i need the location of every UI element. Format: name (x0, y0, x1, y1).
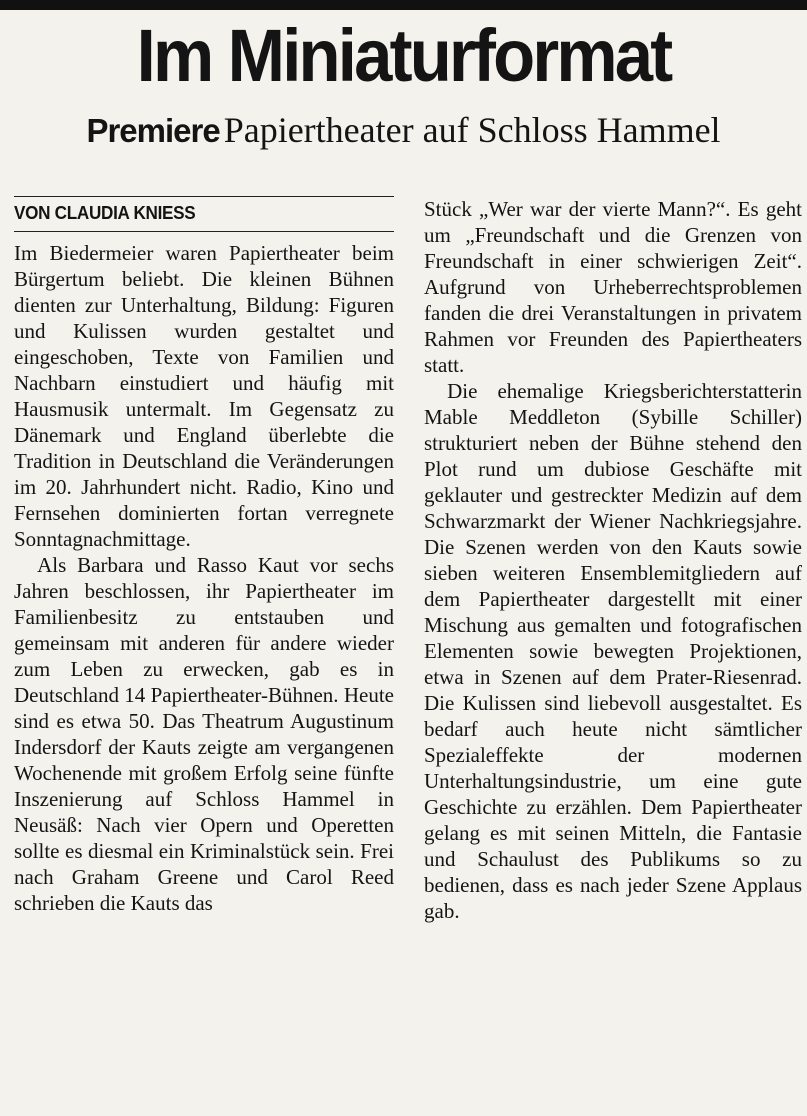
paragraph: Die ehemalige Kriegsberichterstatterin Mable Meddleton (Sybille Schiller) strukturiert neben der Bühne stehend den Plot rund um dubiose Geschäfte mit geklauter und gestreckter Medizin auf dem Schwarzmarkt der Wiener Nachkriegsjahre. Die Szenen werden von den Kauts sowie sieben weiteren Ensemblemitgliedern auf dem Papiertheater dargestellt mit einer Mischung aus gemalten und fotografischen Elementen sowie bewegten Projektionen, etwa in Szenen auf dem Prater-Riesenrad. Die Kulissen sind liebevoll ausgestaltet. Es bedarf auch heute nicht sämtlicher Spezialeffekte der modernen Unterhaltungsindustrie, um eine gute Geschichte zu erzählen. Dem Papiertheater gelang es mit seinen Mitteln, die Fantasie und Schaulust des Publikums so zu bedienen, dass es nach jeder Szene Applaus gab. (424, 379, 802, 923)
byline: VON CLAUDIA KNIESS (14, 203, 196, 223)
headline: Im Miniaturformat (136, 14, 671, 97)
paragraph: Als Barbara und Rasso Kaut vor sechs Jahren beschlossen, ihr Papiertheater im Familienbesitz zu entstauben und gemeinsam mit anderen für andere wieder zum Leben zu erwecken, gab es in Deutschland 14 Papiertheater-Bühnen. Heute sind es etwa 50. Das Theatrum Augustinum Indersdorf der Kauts zeigte am vergangenen Wochenende mit großem Erfolg seine fünfte Inszenierung auf Schloss Hammel in Neusäß: Nach vier Opern und Operetten sollte es diesmal ein Kriminalstück sein. Frei nach Graham Greene und Carol Reed schrieben die Kauts das (14, 553, 394, 915)
paragraph: Stück „Wer war der vierte Mann?“. Es geht um „Freundschaft und die Grenzen von Freundschaft in einer schwierigen Zeit“. Aufgrund von Urheberrechtsproblemen fanden die drei Veranstaltungen in privatem Rahmen vor Freunden des Papiertheaters statt. (424, 197, 802, 377)
byline-box (14, 196, 394, 232)
kicker: Premiere (86, 112, 220, 149)
article-column-left (14, 240, 394, 1112)
article-column-right (424, 196, 802, 1112)
top-rule (0, 0, 807, 10)
subheadline (0, 106, 807, 154)
paragraph: Im Biedermeier waren Papiertheater beim Bürgertum beliebt. Die kleinen Bühnen dienten zur Unterhaltung, Bildung: Figuren und Kulissen wurden gestaltet und eingeschoben, Texte von Familien und Nachbarn einstudiert und häufig mit Hausmusik untermalt. Im Gegensatz zu Dänemark und England überlebte die Tradition in Deutschland die Veränderungen im 20. Jahrhundert nicht. Radio, Kino und Fernsehen dominierten fortan verregnete Sonntagnachmittage. (14, 241, 394, 551)
subtitle: Papiertheater auf Schloss Hammel (223, 110, 721, 150)
